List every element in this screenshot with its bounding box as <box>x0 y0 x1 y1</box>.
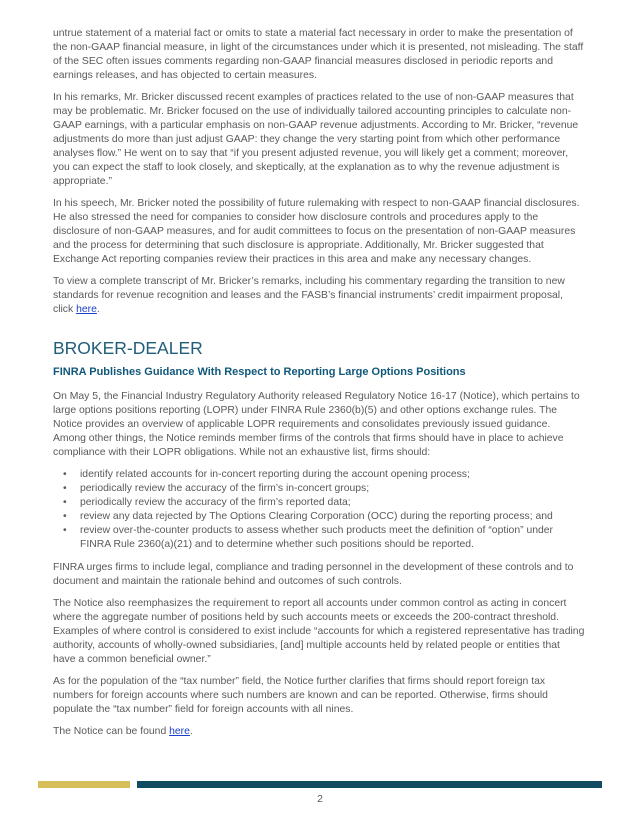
page-number: 2 <box>317 794 323 805</box>
paragraph-common-control: The Notice also reemphasizes the requirement to report all accounts under common control as acting in concert where the aggregate number of positions held by such accounts meets or exceeds the 200-contract threshold. Examples of where control is considered to exist include “accounts for which a registered representative has trading authority, accounts of wholly-owned subsidiaries, [and] multiple accounts held by related people or entities that have a common beneficial owner.” <box>53 598 585 665</box>
paragraph-notice-link <box>53 725 585 739</box>
transcript-suffix: . <box>96 304 100 315</box>
paragraph-bricker-remarks: In his remarks, Mr. Bricker discussed recent examples of practices related to the use of non-GAAP measures that may be problematic. Mr. Bricker focused on the use of individually tailored accounting principles to calculate non-GAAP earnings, with a particular emphasis on non-GAAP revenue adjustments. According to Mr. Bricker, “revenue adjustments do more than just adjust GAAP: they change the very starting point from which other performance analyses flow.” He went on to say that “if you present adjusted revenue, you will likely get a comment; moreover, you can expect the staff to look closely, and skeptically, at the explanation as to why the revenue adjustment is appropriate.” <box>53 92 579 187</box>
paragraph-tax-number: As for the population of the “tax number” field, the Notice further clarifies that firms should report foreign tax numbers for foreign accounts where such numbers are known and can be reported. Otherwise, firms should populate the “tax number” field for foreign accounts with all nines. <box>53 676 548 715</box>
notice-link-suffix: . <box>189 726 193 737</box>
notice-link-text: The Notice can be found <box>53 726 170 737</box>
list-item-review-reported-data: • periodically review the accuracy of the firm’s reported data; <box>63 496 585 510</box>
paragraph-finra-urges: FINRA urges firms to include legal, compliance and trading personnel in the development of these controls and to document and maintain the rationale behind and outcomes of such controls. <box>53 562 574 587</box>
list-item-identify-accounts: • identify related accounts for in-concert reporting during the account opening process; <box>63 468 585 482</box>
list-item-review-occ-rejections: • review any data rejected by The Options Clearing Corporation (OCC) during the reporting process; and <box>63 510 585 524</box>
lopr-controls-list <box>53 468 585 552</box>
list-item-review-otc-products: • review over-the-counter products to assess whether such products meet the definition of “option” under FINRA Rule 2360(a)(21) and to determine whether such positions should be reported. <box>63 524 585 552</box>
section-heading-broker-dealer: BROKER-DEALER <box>53 338 203 358</box>
article-heading-finra-guidance: FINRA Publishes Guidance With Respect to Reporting Large Options Positions <box>53 366 466 378</box>
paragraph-transcript <box>53 275 585 317</box>
footer-divider-gold-segment <box>38 781 130 788</box>
list-item-review-inconcert-groups: • periodically review the accuracy of the firm’s in-concert groups; <box>63 482 585 496</box>
notice-here-link[interactable]: here <box>169 726 190 737</box>
transcript-text: To view a complete transcript of Mr. Bricker’s remarks, including his commentary regarding the transition to new standards for revenue recognition and leases and the FASB’s financial instruments’ credit impairment proposal, click <box>53 276 565 315</box>
paragraph-finra-intro: On May 5, the Financial Industry Regulatory Authority released Regulatory Notice 16-17 (Notice), which pertains to large options positions reporting (LOPR) under FINRA Rule 2360(b)(5) and other options exchange rules. The Notice provides an overview of applicable LOPR requirements and consolidates previously issued guidance. Among other things, the Notice reminds member firms of the controls that firms should have in place to achieve compliance with their LOPR obligations. While not an exhaustive list, firms should: <box>53 391 580 458</box>
transcript-here-link[interactable]: here <box>76 304 97 315</box>
footer-divider-teal-segment <box>137 781 602 788</box>
paragraph-nongaap-presentation: untrue statement of a material fact or omits to state a material fact necessary in order to make the presentation of the non-GAAP financial measure, in light of the circumstances under which it is presented, not misleading. The staff of the SEC often issues comments regarding non-GAAP financial measures disclosed in periodic reports and earnings releases, and has objected to certain measures. <box>53 28 584 81</box>
footer-divider <box>38 781 602 788</box>
paragraph-bricker-speech: In his speech, Mr. Bricker noted the possibility of future rulemaking with respect to non-GAAP financial disclosures. He also stressed the need for companies to consider how disclosure controls and procedures apply to the disclosure of non-GAAP measures, and for audit committees to focus on the presentation of non-GAAP measures and the process for determining that such disclosure is appropriate. Additionally, Mr. Bricker suggested that Exchange Act reporting companies review their practices in this area and make any necessary changes. <box>53 198 580 265</box>
page-footer <box>0 781 640 805</box>
